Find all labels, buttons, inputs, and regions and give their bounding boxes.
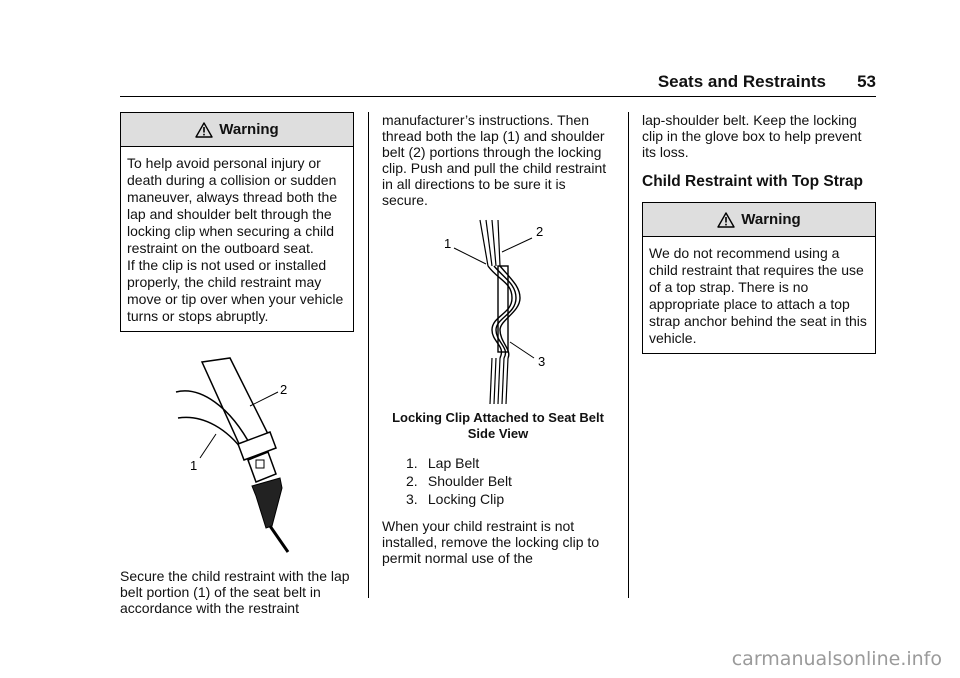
warning-body [121,147,353,331]
warning-header [121,113,353,147]
warning-text: If the clip is not used or installed properly, the child restraint may move or tip over when your vehicle turns or stops abruptly. [127,257,344,324]
callout-1: 1 [190,458,198,473]
caption-line: Side View [467,426,529,441]
column-2 [382,112,614,566]
warning-text: To help avoid personal injury or death during a collision or sudden maneuver, always thread both the lap and shoulder belt through the locking clip when securing a child restraint on the outboard seat. [127,155,338,256]
warning-text: We do not recommend using a child restraint that requires the use of a top strap. There is no appropriate place to attach a top strap anchor behind the seat in this vehicle. [649,245,867,346]
warning-header [643,203,875,237]
list-item: 1. Lap Belt [406,455,480,471]
column-1 [120,112,354,616]
list-item: 2. Shoulder Belt [406,473,512,489]
body-text: lap-shoulder belt. Keep the locking clip in the glove box to help prevent its loss. [642,112,862,160]
warning-body [643,237,875,353]
caption-line: Locking Clip Attached to Seat Belt [392,410,604,425]
list-item: 3. Locking Clip [406,491,505,507]
warning-box-2 [642,202,876,354]
column-3 [642,112,876,354]
callout-2: 2 [536,224,544,239]
warning-triangle-icon [717,212,735,228]
body-text: When your child restraint is not installed, remove the locking clip to permit normal use of the [382,518,600,566]
locking-clip-side-view-illustration [382,218,614,404]
warning-triangle-icon [195,122,213,138]
callout-2: 2 [280,382,288,397]
legend-list [406,454,614,508]
figure-caption [382,410,614,442]
watermark: carmanualsonline.info [731,648,942,670]
page-number: 53 [857,72,876,91]
warning-label: Warning [741,210,801,228]
body-text: manufacturer’s instructions. Then thread both the lap (1) and shoulder belt (2) portions through the locking clip. Push and pull the child restraint in all directions to be sure it is secure. [382,112,607,208]
callout-3: 3 [538,354,546,369]
body-text: Secure the child restraint with the lap belt portion (1) of the seat belt in accordance with the restraint [120,568,350,616]
callout-1: 1 [444,236,452,251]
section-title: Child Restraint with Top Strap [642,173,864,190]
column-divider [368,112,369,598]
section-heading: Seats and Restraints [657,72,826,91]
seat-belt-lap-portion-illustration [120,356,354,556]
page-header [120,72,876,97]
warning-box-1 [120,112,354,332]
column-divider [628,112,629,598]
warning-label: Warning [219,120,279,138]
